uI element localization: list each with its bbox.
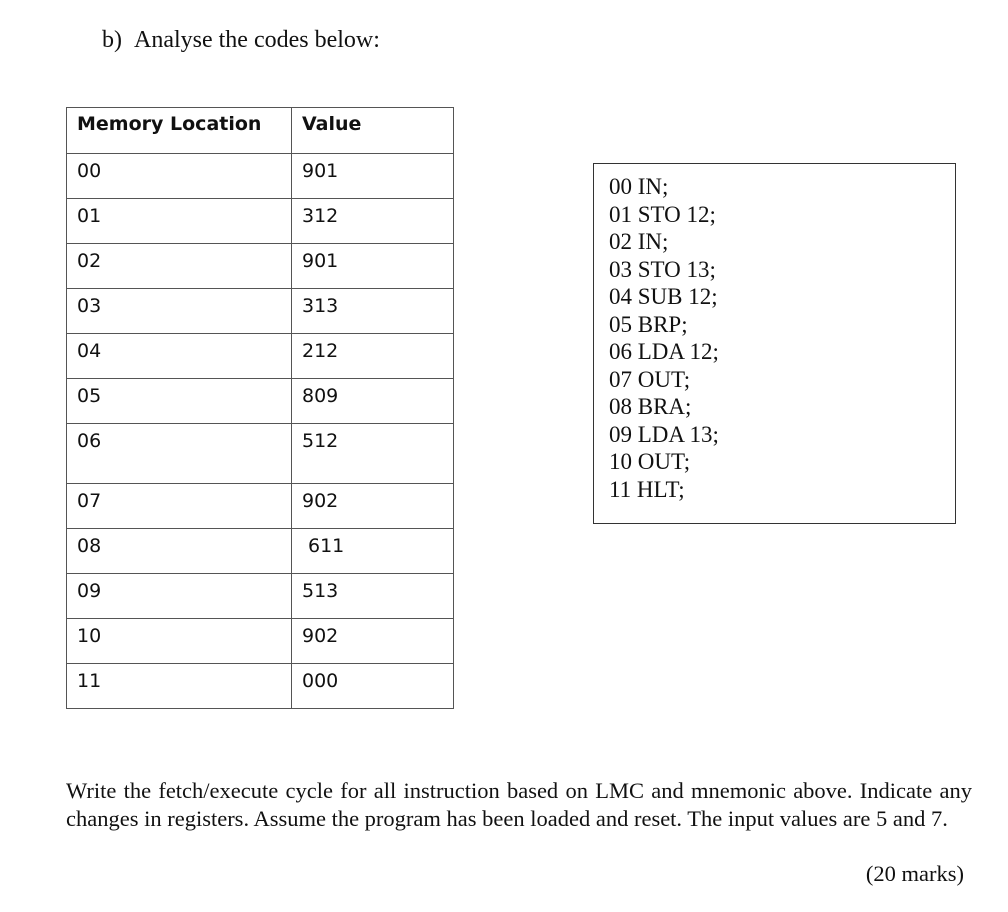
marks-label: (20 marks) <box>865 861 964 886</box>
table-row <box>67 244 454 289</box>
table-row <box>67 529 454 574</box>
memory-location-cell: 09 <box>67 574 292 619</box>
mnemonic-line: 04 SUB 12; <box>609 284 718 309</box>
mnemonic-line: 00 IN; <box>609 174 669 199</box>
table-row <box>67 289 454 334</box>
value-cell: 901 <box>292 154 454 199</box>
mnemonic-code-box <box>593 163 956 524</box>
memory-location-cell: 04 <box>67 334 292 379</box>
memory-location-cell: 10 <box>67 619 292 664</box>
value-cell: 809 <box>292 379 454 424</box>
memory-location-cell: 08 <box>67 529 292 574</box>
value-cell: 902 <box>292 484 454 529</box>
question-heading: b) Analyse the codes below: <box>102 27 380 53</box>
memory-location-cell: 03 <box>67 289 292 334</box>
mnemonic-line: 05 BRP; <box>609 311 688 337</box>
table-row <box>67 484 454 529</box>
table-row <box>67 334 454 379</box>
memory-location-cell: 07 <box>67 484 292 529</box>
memory-location-cell: 01 <box>67 199 292 244</box>
mnemonic-line: 02 IN; <box>609 229 669 254</box>
mnemonic-line: 09 LDA 13; <box>609 421 719 447</box>
memory-table <box>66 107 454 709</box>
table-row <box>67 199 454 244</box>
memory-location-cell: 11 <box>67 664 292 709</box>
table-header-row <box>67 108 454 154</box>
table-row <box>67 619 454 664</box>
mnemonic-line: 03 STO 13; <box>609 256 716 282</box>
memory-location-cell: 06 <box>67 424 292 484</box>
value-cell: 901 <box>292 244 454 289</box>
mnemonic-line: 07 OUT; <box>609 366 691 392</box>
mnemonic-line: 01 STO 12; <box>609 201 716 227</box>
table-row <box>67 664 454 709</box>
header-value: Value <box>292 108 454 154</box>
table-row <box>67 574 454 619</box>
value-cell: 000 <box>292 664 454 709</box>
value-cell: 212 <box>292 334 454 379</box>
table-row <box>67 424 454 484</box>
value-cell: 313 <box>292 289 454 334</box>
memory-location-cell: 00 <box>67 154 292 199</box>
value-cell: 513 <box>292 574 454 619</box>
mnemonic-line: 10 OUT; <box>609 449 691 474</box>
mnemonic-line: 11 HLT; <box>609 476 685 502</box>
memory-location-cell: 02 <box>67 244 292 289</box>
header-memory-location: Memory Location <box>67 108 292 154</box>
table-row <box>67 379 454 424</box>
table-row <box>67 154 454 199</box>
memory-location-cell: 05 <box>67 379 292 424</box>
value-cell: 312 <box>292 199 454 244</box>
mnemonic-line: 08 BRA; <box>609 394 692 419</box>
value-cell: 611 <box>292 529 454 574</box>
question-text: Write the fetch/execute cycle for all instruction based on LMC and mnemonic above. Indicate any changes in registers. Assume the program has been loaded and reset. The input values are 5 and 7. <box>66 778 972 831</box>
value-cell: 902 <box>292 619 454 664</box>
mnemonic-line: 06 LDA 12; <box>609 339 719 364</box>
value-cell: 512 <box>292 424 454 484</box>
